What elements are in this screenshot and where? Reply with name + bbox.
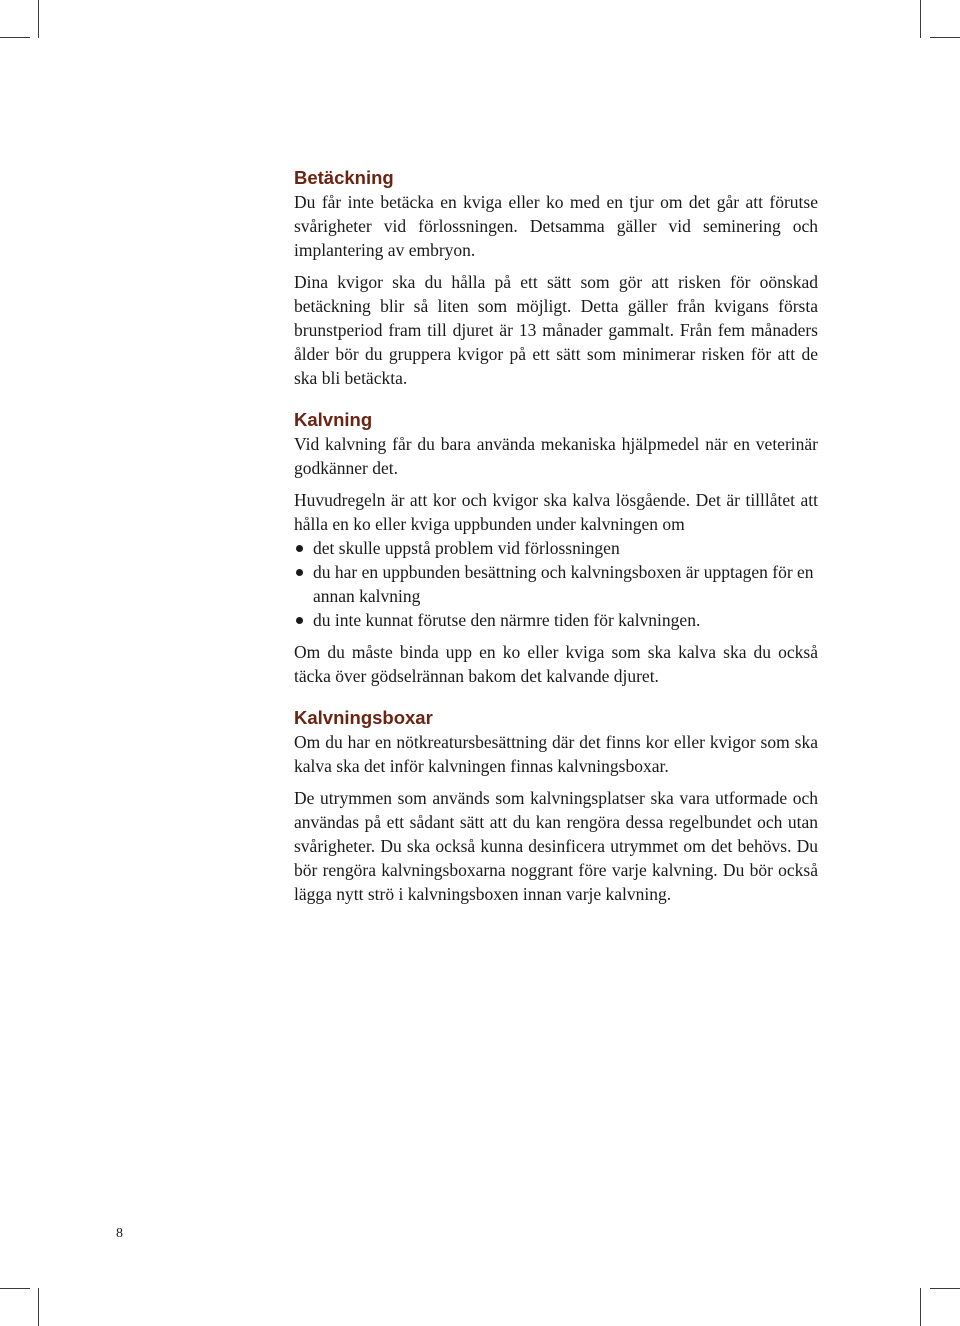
section-heading: Kalvning [294, 409, 373, 430]
crop-mark-top-right-vertical [920, 0, 921, 38]
section-kalvningsboxar [294, 706, 818, 906]
page-content [294, 166, 818, 906]
paragraph: Dina kvigor ska du hålla på ett sätt som gör att risken för oönskad betäckning blir så liten som möjligt. Detta gäller från kvigans första brunstperiod fram till djuret är 13 månader gammalt. Från fem månaders ålder bör du gruppera kvigor på ett sätt som minimerar risken för att de ska bli betäckta. [294, 272, 818, 388]
paragraph: Vid kalvning får du bara använda mekaniska hjälpmedel när en veterinär godkänner det. [294, 434, 818, 478]
crop-mark-top-left-horizontal [0, 37, 30, 38]
bullet-list [294, 536, 818, 632]
paragraph: Om du måste binda upp en ko eller kviga som ska kalva ska du också täcka över gödselrännan bakom det kalvande djuret. [294, 642, 818, 686]
crop-mark-bottom-right-vertical [920, 1288, 921, 1326]
paragraph: Du får inte betäcka en kviga eller ko med en tjur om det går att förutse svårigheter vid förlossningen. Detsamma gäller vid seminering och implantering av embryon. [294, 192, 818, 260]
page-number: 8 [116, 1226, 123, 1241]
paragraph: Huvudregeln är att kor och kvigor ska kalva lösgående. Det är tilllåtet att hålla en ko eller kviga uppbunden under kalvningen om [294, 490, 818, 534]
list-item: du har en uppbunden besättning och kalvningsboxen är upptagen för en annan kalvning [294, 560, 818, 608]
section-kalvning [294, 408, 818, 688]
section-heading: Betäckning [294, 167, 394, 188]
crop-mark-bottom-left-vertical [38, 1288, 39, 1326]
crop-mark-bottom-right-horizontal [930, 1288, 960, 1289]
list-item: det skulle uppstå problem vid förlossningen [294, 536, 818, 560]
paragraph: Om du har en nötkreatursbesättning där det finns kor eller kvigor som ska kalva ska det inför kalvningen finnas kalvningsboxar. [294, 732, 818, 776]
section-heading: Kalvningsboxar [294, 707, 433, 728]
crop-mark-top-right-horizontal [930, 37, 960, 38]
crop-mark-bottom-left-horizontal [0, 1288, 30, 1289]
section-betackning [294, 166, 818, 390]
list-item: du inte kunnat förutse den närmre tiden för kalvningen. [294, 608, 818, 632]
paragraph: De utrymmen som används som kalvningsplatser ska vara utformade och användas på ett sådant sätt att du kan rengöra dessa regelbundet och utan svårigheter. Du ska också kunna desinficera utrymmet om det behövs. Du bör rengöra kalvningsboxarna noggrant före varje kalvning. Du bör också lägga nytt strö i kalvningsboxen innan varje kalvning. [294, 788, 818, 904]
crop-mark-top-left-vertical [38, 0, 39, 38]
